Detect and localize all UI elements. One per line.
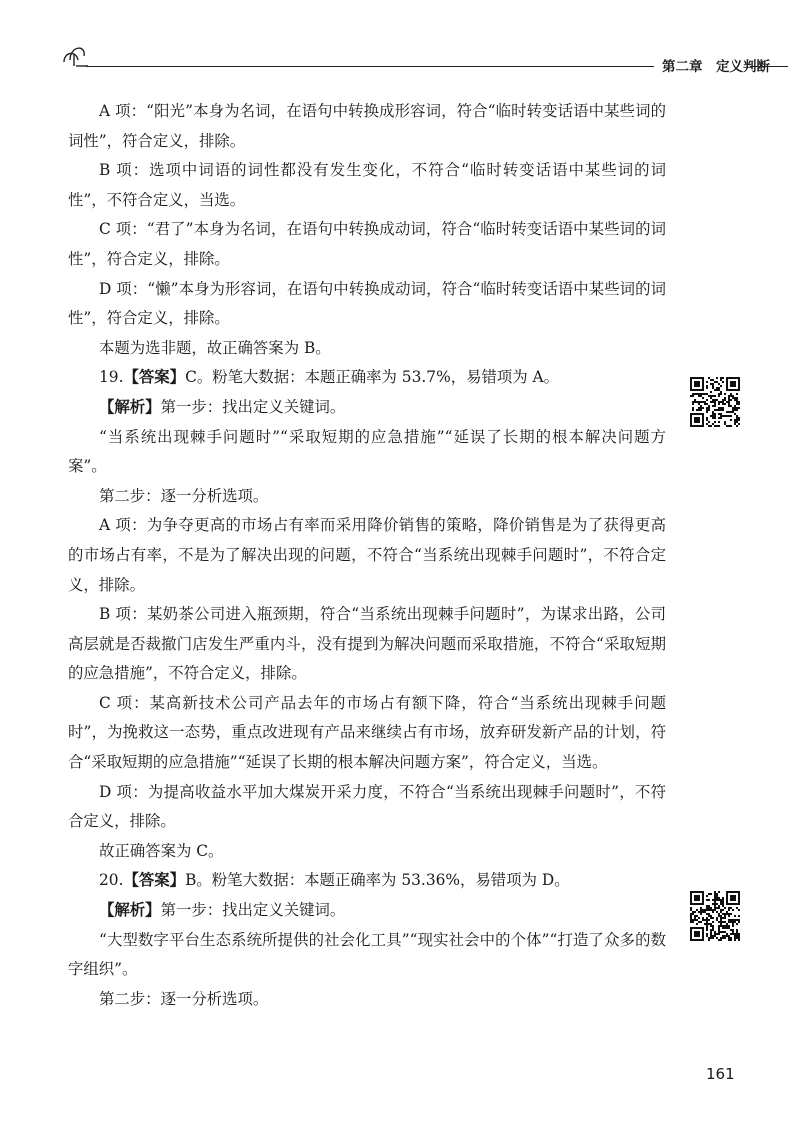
answer-19: 19.【答案】C。粉笔大数据：本题正确率为 53.7%，易错项为 A。 [99, 368, 560, 387]
paragraph: D 项：为提高收益水平加大煤炭开采力度，不符合“当系统出现棘手问题时”，不符合定义，排除。 [68, 782, 666, 831]
paragraph: “当系统出现棘手问题时”“采取短期的应急措施”“延误了长期的根本解决问题方案”。 [68, 427, 666, 476]
paragraph: B 项：某奶茶公司进入瓶颈期，符合“当系统出现棘手问题时”，为谋求出路，公司高层就是否裁撤门店发生严重内斗，没有提到为解决问题而采取措施，不符合“采取短期的应急措施”，不符合定义，排除。 [68, 605, 666, 683]
paragraph: D 项：“懒”本身为形容词，在语句中转换成动词，符合“临时转变话语中某些词的词性”，符合定义，排除。 [68, 279, 666, 328]
paragraph: 故正确答案为 C。 [99, 841, 224, 860]
paragraph: A 项：“阳光”本身为名词，在语句中转换成形容词，符合“临时转变话语中某些词的词性”，符合定义，排除。 [68, 102, 666, 150]
analysis-20: 【解析】第一步：找出定义关键词。 [99, 901, 346, 920]
chapter-title: 第二章 定义判断 [662, 59, 770, 75]
page-header [58, 40, 788, 80]
qr-code-icon[interactable] [690, 377, 740, 427]
analysis-19: 【解析】第一步：找出定义关键词。 [99, 397, 346, 416]
paragraph: 第二步：逐一分析选项。 [99, 989, 269, 1008]
page-number: 161 [706, 1065, 735, 1083]
header-rule-right [750, 66, 788, 67]
paragraph: B 项：选项中词语的词性都没有发生变化，不符合“临时转变话语中某些词的词性”，不符合定义，当选。 [68, 161, 666, 209]
paragraph: 第二步：逐一分析选项。 [99, 486, 269, 505]
qr-code-icon[interactable] [690, 891, 740, 941]
paragraph: 本题为选非题，故正确答案为 B。 [99, 338, 331, 357]
page-body [68, 97, 666, 1014]
paragraph: C 项：“君了”本身为名词，在语句中转换成动词，符合“临时转变话语中某些词的词性”，符合定义，排除。 [68, 220, 666, 268]
answer-20: 20.【答案】B。粉笔大数据：本题正确率为 53.36%，易错项为 D。 [99, 871, 570, 890]
paragraph: “大型数字平台生态系统所提供的社会化工具”“现实社会中的个体”“打造了众多的数字组织”。 [68, 930, 666, 979]
paragraph: A 项：为争夺更高的市场占有率而采用降价销售的策略，降价销售是为了获得更高的市场占有率，不是为了解决出现的问题，不符合“当系统出现棘手问题时”，不符合定义，排除。 [68, 516, 666, 594]
header-rule-left [86, 66, 654, 67]
paragraph: C 项：某高新技术公司产品去年的市场占有额下降，符合“当系统出现棘手问题时”，为挽救这一态势，重点改进现有产品来继续占有市场，放弃研发新产品的计划，符合“采取短期的应急措施”“延误了长期的根本解决问题方案”，符合定义，当选。 [68, 693, 666, 772]
